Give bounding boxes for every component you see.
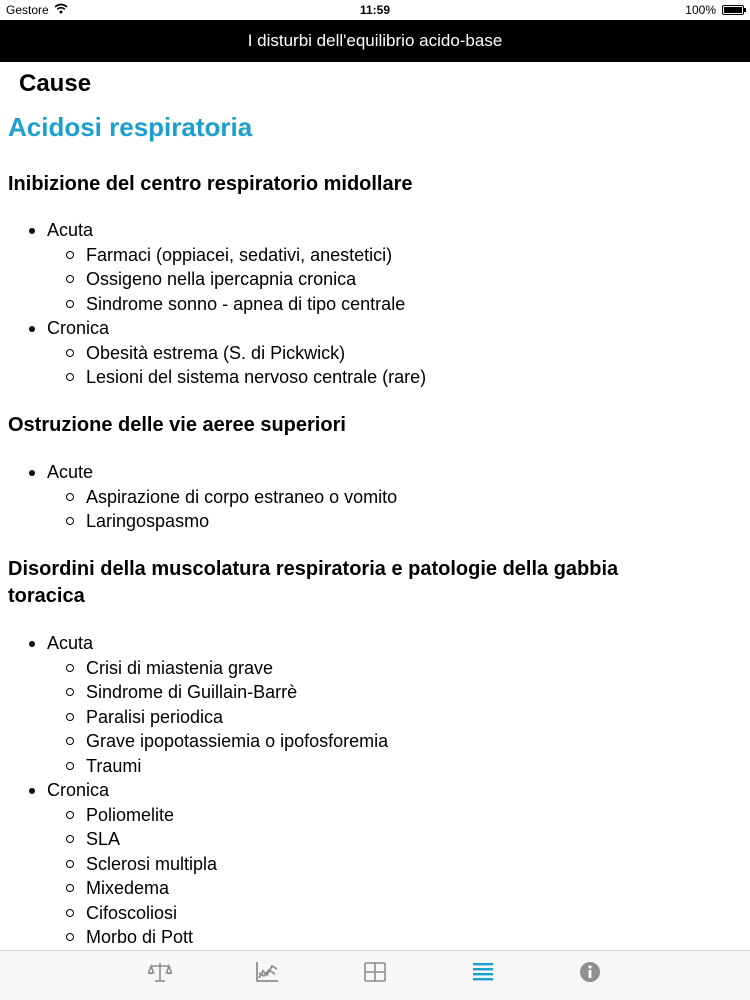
carrier-label: Gestore bbox=[6, 3, 49, 17]
bullet-dot bbox=[29, 641, 35, 647]
table-icon[interactable] bbox=[362, 959, 388, 985]
list-subitem: Sindrome di Guillain-Barrè bbox=[0, 680, 750, 705]
bullet-circle bbox=[66, 860, 74, 868]
list-subitem: Paralisi periodica bbox=[0, 705, 750, 730]
bullet-dot bbox=[29, 326, 35, 332]
bullet-circle bbox=[66, 275, 74, 283]
list-item: Cronica bbox=[0, 316, 750, 341]
list-subitem: Ossigeno nella ipercapnia cronica bbox=[0, 267, 750, 292]
bullet-circle bbox=[66, 884, 74, 892]
list-subitem: Cifoscoliosi bbox=[0, 901, 750, 926]
group-heading: Ostruzione delle vie aeree superiori bbox=[8, 414, 346, 436]
battery-percentage: 100% bbox=[685, 3, 716, 17]
list-subitem: SLA bbox=[0, 827, 750, 852]
group-heading: Inibizione del centro respiratorio midollare bbox=[8, 173, 413, 195]
bullet-circle bbox=[66, 349, 74, 357]
topic-title: Acidosi respiratoria bbox=[8, 112, 253, 142]
bullet-circle bbox=[66, 517, 74, 525]
bullet-circle bbox=[66, 933, 74, 941]
bullet-circle bbox=[66, 688, 74, 696]
bullet-circle bbox=[66, 251, 74, 259]
status-bar bbox=[0, 0, 750, 20]
bullet-circle bbox=[66, 762, 74, 770]
list-subitem: Obesità estrema (S. di Pickwick) bbox=[0, 341, 750, 366]
list-item: Acuta bbox=[0, 631, 750, 656]
list-subitem: Laringospasmo bbox=[0, 509, 750, 534]
bullet-dot bbox=[29, 228, 35, 234]
balance-scale-icon[interactable] bbox=[147, 959, 173, 985]
list-subitem: Sclerosi multipla bbox=[0, 852, 750, 877]
list-subitem: Mixedema bbox=[0, 876, 750, 901]
list-subitem: Crisi di miastenia grave bbox=[0, 656, 750, 681]
bullet-list bbox=[0, 631, 750, 950]
list-subitem: Lesioni del sistema nervoso centrale (rare) bbox=[0, 365, 750, 390]
bullet-list bbox=[0, 218, 750, 390]
section-title: Cause bbox=[19, 70, 92, 97]
bullet-circle bbox=[66, 664, 74, 672]
bullet-dot bbox=[29, 788, 35, 794]
list-subitem: Aspirazione di corpo estraneo o vomito bbox=[0, 485, 750, 510]
bullet-circle bbox=[66, 909, 74, 917]
list-subitem: Morbo di Pott bbox=[0, 925, 750, 950]
bullet-list bbox=[0, 460, 750, 534]
bullet-circle bbox=[66, 373, 74, 381]
group-heading: Disordini della muscolatura respiratoria e patologie della gabbia toracica bbox=[8, 558, 619, 607]
bullet-circle bbox=[66, 493, 74, 501]
chart-icon[interactable] bbox=[254, 959, 280, 985]
battery-icon bbox=[722, 5, 744, 15]
list-item: Cronica bbox=[0, 778, 750, 803]
list-subitem: Farmaci (oppiacei, sedativi, anestetici) bbox=[0, 243, 750, 268]
list-subitem: Sindrome sonno - apnea di tipo centrale bbox=[0, 292, 750, 317]
list-subitem: Poliomelite bbox=[0, 803, 750, 828]
navigation-bar bbox=[0, 20, 750, 62]
tab-bar bbox=[0, 950, 750, 1000]
bullet-circle bbox=[66, 713, 74, 721]
content-area[interactable] bbox=[0, 62, 750, 950]
bullet-circle bbox=[66, 835, 74, 843]
bullet-circle bbox=[66, 300, 74, 308]
list-item: Acuta bbox=[0, 218, 750, 243]
list-subitem: Grave ipopotassiemia o ipofosforemia bbox=[0, 729, 750, 754]
list-subitem: Traumi bbox=[0, 754, 750, 779]
clock: 11:59 bbox=[359, 3, 391, 17]
bullet-circle bbox=[66, 737, 74, 745]
bullet-circle bbox=[66, 811, 74, 819]
list-item: Acute bbox=[0, 460, 750, 485]
list-icon[interactable] bbox=[470, 959, 496, 985]
nav-title: I disturbi dell'equilibrio acido-base bbox=[247, 31, 503, 50]
bullet-dot bbox=[29, 470, 35, 476]
info-icon[interactable] bbox=[577, 959, 603, 985]
